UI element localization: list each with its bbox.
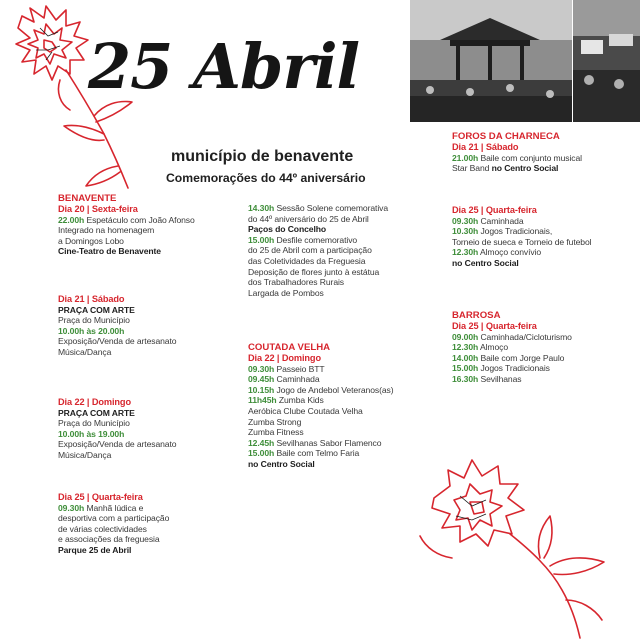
event-text: desportiva com a participação xyxy=(58,513,170,524)
venue-name: no Centro Social xyxy=(248,458,315,469)
program-line xyxy=(248,385,393,396)
program-line xyxy=(58,336,176,347)
program-line xyxy=(58,492,169,503)
program-line xyxy=(452,310,572,321)
carnation-bottom-right-illustration xyxy=(390,440,640,640)
event-text: Largada de Pombos xyxy=(248,287,324,298)
venue-name: no Centro Social xyxy=(489,163,559,174)
program-line xyxy=(248,417,393,428)
program-line xyxy=(248,288,388,299)
program-line xyxy=(452,353,572,364)
program-line xyxy=(58,305,176,316)
venue-name: Paços do Concelho xyxy=(248,224,327,235)
event-time: 12.45h xyxy=(248,437,275,448)
event-time: 10.00h às 19.00h xyxy=(58,428,125,439)
location-heading: FOROS DA CHARNECA xyxy=(452,131,560,142)
program-line xyxy=(248,353,393,364)
program-line xyxy=(248,374,393,385)
program-line xyxy=(58,326,176,337)
event-text: das Coletividades da Freguesia xyxy=(248,255,366,266)
program-line xyxy=(58,193,195,204)
event-text: Zumba Kids xyxy=(276,395,324,406)
event-text: Baile com Jorge Paulo xyxy=(478,352,565,363)
program-line xyxy=(248,267,388,278)
event-text: Sevilhanas Sabor Flamenco xyxy=(274,437,382,448)
event-text: Almoço xyxy=(478,342,509,353)
program-line xyxy=(248,256,388,267)
program-line xyxy=(58,347,176,358)
event-text: Almoço convívio xyxy=(478,247,542,258)
event-text: Passeio BTT xyxy=(274,363,325,374)
location-heading: COUTADA VELHA xyxy=(248,342,331,353)
event-text: a Domingos Lobo xyxy=(58,235,124,246)
event-text: de várias colectividades xyxy=(58,523,147,534)
event-time: 21.00h xyxy=(452,152,479,163)
page-title: 25 Abril xyxy=(88,30,360,103)
event-text: do 25 de Abril com a participação xyxy=(248,245,372,256)
program-line xyxy=(248,364,393,375)
program-line xyxy=(452,163,582,174)
venue-name: PRAÇA COM ARTE xyxy=(58,304,135,315)
event-text: Star Band xyxy=(452,163,490,174)
program-line xyxy=(58,215,195,226)
program-line xyxy=(58,503,169,514)
program-line xyxy=(452,332,572,343)
day-heading: Dia 21 | Sábado xyxy=(58,294,125,304)
event-text: Desfile comemorativo xyxy=(274,234,358,245)
event-time: 12.30h xyxy=(452,342,479,353)
program-block xyxy=(58,294,176,358)
event-time: 22.00h xyxy=(58,214,85,225)
photo-demonstration xyxy=(573,0,640,122)
day-heading: Dia 25 | Quarta-feira xyxy=(452,321,537,331)
program-line xyxy=(248,235,388,246)
anniversary-subtitle: Comemorações do 44º aniversário xyxy=(166,171,366,185)
event-text: Praça do Município xyxy=(58,315,130,326)
event-time: 09.30h xyxy=(452,215,479,226)
venue-name: PRAÇA COM ARTE xyxy=(58,407,135,418)
program-block xyxy=(248,203,388,298)
program-line xyxy=(452,216,591,227)
event-time: 16.30h xyxy=(452,373,479,384)
event-time: 09.30h xyxy=(248,363,275,374)
program-line xyxy=(58,236,195,247)
event-time: 09.45h xyxy=(248,374,275,385)
program-block xyxy=(58,397,176,461)
program-line xyxy=(58,439,176,450)
event-text: Integrado na homenagem xyxy=(58,225,155,236)
day-heading: Dia 21 | Sábado xyxy=(452,142,519,152)
location-heading: BARROSA xyxy=(452,310,501,321)
program-line xyxy=(452,342,572,353)
event-text: Sevilhanas xyxy=(478,373,522,384)
event-text: Zumba Fitness xyxy=(248,427,304,438)
program-line xyxy=(58,450,176,461)
event-text: Jogo de Andebol Veteranos(as) xyxy=(274,384,394,395)
location-heading: BENAVENTE xyxy=(58,193,117,204)
program-line xyxy=(58,225,195,236)
event-text: Espetáculo com João Afonso xyxy=(84,214,195,225)
event-time: 11h45h xyxy=(248,395,277,406)
day-heading: Dia 22 | Domingo xyxy=(248,353,321,363)
program-line xyxy=(248,448,393,459)
program-line xyxy=(452,321,572,332)
event-time: 10.00h às 20.00h xyxy=(58,325,125,336)
program-line xyxy=(248,427,393,438)
program-line xyxy=(452,142,582,153)
program-line xyxy=(58,408,176,419)
program-line xyxy=(248,395,393,406)
venue-name: Cine-Teatro de Benavente xyxy=(58,246,161,257)
event-text: Música/Dança xyxy=(58,346,112,357)
day-heading: Dia 20 | Sexta-feira xyxy=(58,204,138,214)
program-line xyxy=(452,258,591,269)
program-line xyxy=(452,153,582,164)
event-text: Exposição/Venda de artesanato xyxy=(58,439,177,450)
event-time: 10.15h xyxy=(248,384,275,395)
program-line xyxy=(58,294,176,305)
program-line xyxy=(452,237,591,248)
day-heading: Dia 25 | Quarta-feira xyxy=(452,205,537,215)
event-text: Jogos Tradicionais, xyxy=(478,226,553,237)
program-line xyxy=(452,131,582,142)
program-line xyxy=(58,418,176,429)
event-text: Baile com conjunto musical xyxy=(478,152,582,163)
program-block xyxy=(58,492,169,556)
event-time: 12.30h xyxy=(452,247,479,258)
event-time: 09.00h xyxy=(452,331,479,342)
program-line xyxy=(248,203,388,214)
program-line xyxy=(452,247,591,258)
program-line xyxy=(452,363,572,374)
program-line xyxy=(452,226,591,237)
program-line xyxy=(58,534,169,545)
event-time: 14.30h xyxy=(248,203,275,213)
event-time: 10.30h xyxy=(452,226,479,237)
program-block xyxy=(452,310,572,385)
event-text: Aeróbica Clube Coutada Velha xyxy=(248,405,363,416)
event-text: Praça do Município xyxy=(58,418,130,429)
event-text: Caminhada xyxy=(274,374,320,385)
event-text: Jogos Tradicionais xyxy=(478,363,550,374)
program-line xyxy=(58,545,169,556)
event-text: Música/Dança xyxy=(58,449,112,460)
program-line xyxy=(58,397,176,408)
program-line xyxy=(248,438,393,449)
event-time: 15.00h xyxy=(452,363,479,374)
program-block xyxy=(452,131,582,174)
program-line xyxy=(58,204,195,215)
event-time: 09.30h xyxy=(58,502,85,513)
event-text: Deposição de flores junto à estátua xyxy=(248,266,380,277)
program-line xyxy=(248,406,393,417)
day-heading: Dia 25 | Quarta-feira xyxy=(58,492,143,502)
event-text: Exposição/Venda de artesanato xyxy=(58,336,177,347)
municipality-title: município de benavente xyxy=(171,148,354,165)
venue-name: no Centro Social xyxy=(452,257,519,268)
program-line xyxy=(58,513,169,524)
program-block xyxy=(452,205,591,269)
event-text: Manhã lúdica e xyxy=(84,502,144,513)
program-line xyxy=(452,205,591,216)
program-line xyxy=(58,246,195,257)
program-line xyxy=(452,374,572,385)
event-text: Zumba Strong xyxy=(248,416,302,427)
event-time: 15.00h xyxy=(248,448,275,459)
event-text: Caminhada xyxy=(478,215,524,226)
program-block xyxy=(58,193,195,257)
event-text: do 44º aniversário do 25 de Abril xyxy=(248,213,369,224)
program-line xyxy=(248,277,388,288)
program-line xyxy=(248,245,388,256)
program-line xyxy=(58,429,176,440)
program-block xyxy=(248,342,393,470)
event-time: 15.00h xyxy=(248,234,275,245)
event-text: Torneio de sueca e Torneio de futebol xyxy=(452,236,592,247)
program-line xyxy=(248,214,388,225)
program-line xyxy=(58,524,169,535)
event-time: 14.00h xyxy=(452,352,479,363)
venue-name: Parque 25 de Abril xyxy=(58,544,132,555)
event-text: dos Trabalhadores Rurais xyxy=(248,277,345,288)
event-text: Baile com Telmo Faria xyxy=(274,448,360,459)
program-line xyxy=(248,342,393,353)
day-heading: Dia 22 | Domingo xyxy=(58,397,131,407)
program-line xyxy=(248,224,388,235)
event-text: e associações da freguesia xyxy=(58,534,160,545)
program-line xyxy=(58,315,176,326)
photo-bandstand-crowd xyxy=(410,0,572,122)
program-line xyxy=(248,459,393,470)
event-text: Caminhada/Cicloturismo xyxy=(478,331,572,342)
event-text: Sessão Solene comemorativa xyxy=(274,203,389,213)
